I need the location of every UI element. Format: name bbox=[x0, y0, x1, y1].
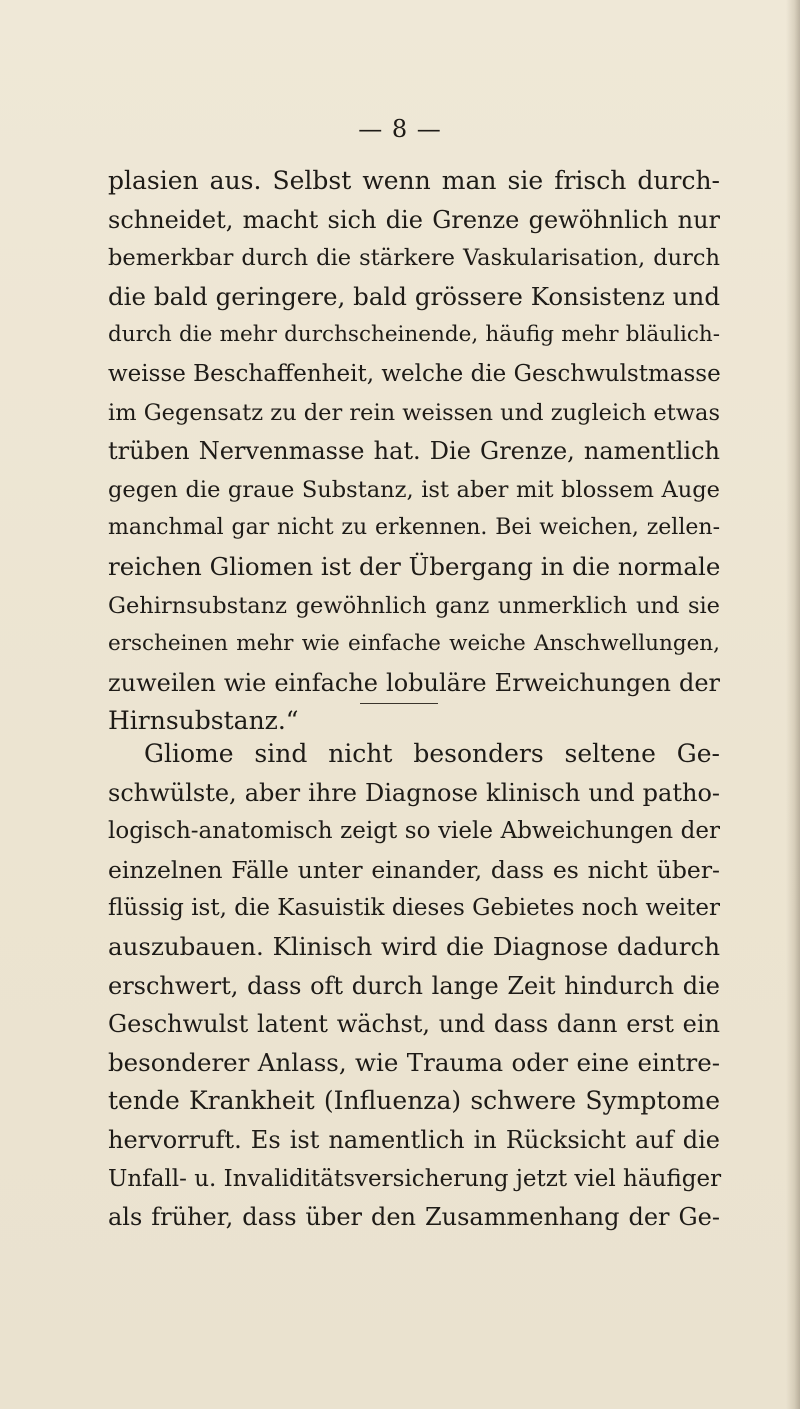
text-line: erschwert, dass oft durch lange Zeit hindurch die bbox=[108, 971, 720, 1000]
page-edge-shadow bbox=[786, 0, 800, 1409]
text-line: Geschwulst latent wächst, und dass dann erst ein bbox=[108, 1010, 720, 1039]
paragraph-1 bbox=[108, 162, 720, 741]
text-line: zuweilen wie einfache lobuläre Erweichungen der bbox=[108, 668, 720, 697]
text-line: Unfall- u. Invaliditätsversicherung jetzt viel häufiger bbox=[108, 1165, 722, 1192]
section-separator bbox=[360, 703, 438, 704]
text-line: flüssig ist, die Kasuistik dieses Gebietes noch weiter bbox=[108, 895, 720, 922]
text-line: gegen die graue Substanz, ist aber mit blossem Auge bbox=[108, 476, 720, 503]
text-line: schneidet, macht sich die Grenze gewöhnlich nur bbox=[108, 205, 720, 234]
text-line: logisch-anatomisch zeigt so viele Abweichungen der bbox=[108, 818, 720, 845]
text-line: reichen Gliomen ist der Übergang in die normale bbox=[108, 551, 721, 581]
text-line: besonderer Anlass, wie Trauma oder eine eintre- bbox=[108, 1047, 720, 1077]
text-line: Gehirnsubstanz gewöhnlich ganz unmerklich und sie bbox=[108, 592, 720, 619]
text-line: manchmal gar nicht zu erkennen. Bei weichen, zellen- bbox=[108, 515, 720, 541]
text-line: hervorruft. Es ist namentlich in Rücksicht auf die bbox=[108, 1125, 720, 1154]
text-line: Hirnsubstanz.“ bbox=[108, 706, 299, 736]
text-line: trüben Nervenmasse hat. Die Grenze, namentlich bbox=[108, 437, 720, 466]
text-line: im Gegensatz zu der rein weissen und zugleich etwas bbox=[108, 399, 720, 426]
text-line: durch die mehr durchscheinende, häufig mehr bläulich- bbox=[108, 322, 720, 348]
text-line: auszubauen. Klinisch wird die Diagnose dadurch bbox=[108, 931, 720, 961]
text-line: plasien aus. Selbst wenn man sie frisch durch- bbox=[108, 166, 720, 195]
paragraph-2 bbox=[108, 735, 720, 1237]
text-line: die bald geringere, bald grössere Konsistenz und bbox=[108, 281, 720, 311]
page-number: — 8 — bbox=[358, 115, 442, 143]
text-line: Gliome sind nicht besonders seltene Ge- bbox=[144, 739, 720, 768]
text-line: einzelnen Fälle unter einander, dass es nicht über- bbox=[108, 855, 720, 884]
text-line: weisse Beschaffenheit, welche die Geschwulstmasse bbox=[108, 360, 721, 387]
text-line: tende Krankheit (Influenza) schwere Symptome bbox=[108, 1086, 720, 1116]
text-line: als früher, dass über den Zusammenhang der Ge- bbox=[108, 1203, 720, 1232]
text-line: erscheinen mehr wie einfache weiche Anschwellungen, bbox=[108, 631, 720, 657]
text-line: bemerkbar durch die stärkere Vaskularisation, durch bbox=[108, 245, 720, 272]
text-line: schwülste, aber ihre Diagnose klinisch und patho- bbox=[108, 778, 720, 807]
